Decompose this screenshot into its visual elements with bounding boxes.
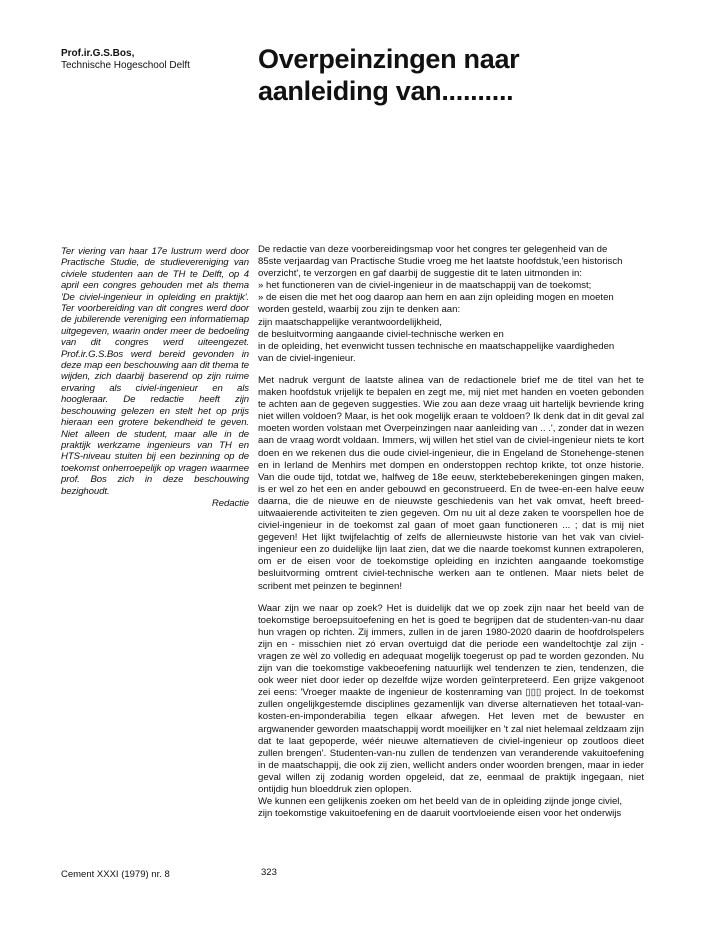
p1-line: in de opleiding, het evenwicht tussen technische en maatschappelijke vaardigheden bbox=[258, 340, 615, 352]
author-institution: Technische Hogeschool Delft bbox=[61, 60, 190, 71]
p1-line: de besluitvorming aangaande civiel-technische werken en bbox=[258, 328, 504, 340]
p1-line: worden gesteld, waarbij zou zijn te denken aan: bbox=[258, 304, 461, 316]
p1-line: » de eisen die met het oog daarop aan hem en aan zijn opleiding mogen en moeten bbox=[258, 292, 614, 304]
title-line-1: Overpeinzingen naar bbox=[258, 44, 520, 74]
paragraph-2: Met nadruk vergunt de laatste alinea van de redactionele brief me de titel van het te maken hoofdstuk vrijelijk te bepalen en zegt me, mij niet met handen en voeten gebonden te achten aan de gegeven suggesties. Wie zou aan deze vraag uit hartelijk bevriende kring niet willen voldoen? Maar, is het ook mogelijk eraan te voldoen? Ik denk dat in dit geval zal moeten worden volstaan met Overpeinzingen naar aanleiding van .. .', zonder dat in wezen aan de vraag wordt voldaan. Immers, wij willen het stiel van de civiel-ingenieur niets te kort doen en we rekenen dus die oude civiel-ingenieur, die in Engeland de Stonehenge-stenen en in Ierland de Menhirs met dompen en onderstoppen rechtop krikte, tot onze historie. Van die oude tijd, totdat we, halfweg de 18e eeuw, sterktebeberekeningen gingen maken, is er wel zo het een en ander gebouwd en geconstrueerd. En de twee-en-een halve eeuw daarna, die de nieuwe en de nieuwste geschiedenis van het vak omvat, heeft breed-uitwaaierende activiteiten te zien gegeven. Om nu uit al deze zaken te voorspellen hoe de civiel-ingenieur in de toekomst zal gaan of moet gaan functioneren ... ; dat is mij niet gegeven! Het lijkt twijfelachtig of zelfs de allernieuwste historie van het vak van civiel-ingenieur een zo duidelijke lijn laat zien, dat we die naarde toekomst kunnen extrapoleren, om er de eisen voor de toekomstige opleiding en inzichten aangaande toekomstige besluitvorming omtrent civiel-technische werken aan te ontlenen. Maar niets belet de scribent met peinzen te beginnen! bbox=[258, 374, 644, 592]
author-name: Prof.ir.G.S.Bos, bbox=[61, 48, 135, 59]
editorial-intro bbox=[61, 246, 249, 509]
intro-text: Ter viering van haar 17e lustrum werd door Practische Studie, de studievereniging van civiele studenten aan de TH te Delft, op 4 april een congres gehouden met als thema 'De civiel-ingenieur in opleiding en praktijk'. Ter voorbereiding van dit congres werd door de jubilerende vereniging een informatiemap uitgegeven, waarin onder meer de bedoeling van dit congres werd uiteengezet. Prof.ir.G.S.Bos werd bereid gevonden in deze map een beschouwing aan dit thema te wijden, zich daarbij baserend op zijn ruime ervaring als civiel-ingenieur en als hoogleraar. De redactie heeft zijn beschouwing gelezen en stelt het op prijs hieraan een grotere bekendheid te geven. Niet alleen de student, maar alle in de praktijk werkzame ingenieurs van TH en HTS-niveau stuiten bij een bezinning op de toekomst onherroepelijk op vragen waarmee prof. Bos zich in deze beschouwing bezighoudt. bbox=[61, 246, 249, 497]
title-line-2: aanleiding van.......... bbox=[258, 76, 514, 106]
page-number: 323 bbox=[261, 867, 277, 878]
intro-signature: Redactie bbox=[211, 497, 249, 509]
p4-line: We kunnen een gelijkenis zoeken om het beeld van de in opleiding zijnde jonge civiel, bbox=[258, 796, 623, 808]
paragraph-1 bbox=[258, 244, 644, 365]
p1-line: van de civiel-ingenieur. bbox=[258, 352, 356, 364]
p1-line: zijn maatschappelijke verantwoordelijkheid, bbox=[258, 316, 442, 328]
p1-line: 85ste verjaardag van Practische Studie vroeg me het laatste hoofdstuk,'een historisch bbox=[258, 256, 623, 268]
article-body bbox=[258, 244, 644, 820]
p1-line: De redactie van deze voorbereidingsmap voor het congres ter gelegenheid van de bbox=[258, 244, 608, 255]
p4-line: zijn toekomstige vakuitoefening en de daaruit voortvloeiende eisen voor het onderwijs bbox=[258, 808, 622, 820]
paragraph-3: Waar zijn we naar op zoek? Het is duidelijk dat we op zoek zijn naar het beeld van de toekomstige beroepsuitoefening en het is goed te begrijpen dat de studenten-van-nu daar hun vragen op richten. Zij immers, zullen in de jaren 1980-2020 daarin de hoofdrolspelers zijn en - misschien niet zó ervan overtuigd dat die periode een wandeltochtje zal zijn - vragen ze wèl zo volledig en adequaat mogelijk toegerust op pad te worden gezonden. Nu zijn van die toekomstige vakbeoefening natuurlijk wel tendenzen te zien, tendenzen, die ook weer niet door ieder op dezelfde wijze worden geïnterpreteerd. Een grijze vakgenoot zei eens: 'Vroeger maakte de ingenieur de kostenraming van ▯▯▯ project. In de toekomst zullen ongelijkgestemde disciplines gezamenlijk van diverse alternatieven het totaal-van-kosten-en-imponderabilia tegen elkaar afwegen. Het leven met de bewuster en argwanender geworden maatschappij wordt moeilijker en 't zal niet helemaal zeldzaam zijn dat te laat gepoperde, wéér nieuwe alternatieven de civiel-ingenieur op zoutloos dieet zullen brengen'. Studenten-van-nu zullen de tendenzen van veranderende vakuitoefening in de maatschappij, die ook zij zien, wellicht anders onder woorden brengen, maar in ieder geval willen zij zodanig worden opgeleid, dat ze, eenmaal de praktijk ingegaan, niet ontijdig hun bloeddruk zien oplopen. bbox=[258, 602, 644, 796]
p1-line: » het functioneren van de civiel-ingenieur in de maatschappij van de toekomst; bbox=[258, 280, 592, 292]
p1-line: overzicht', te verzorgen en gaf daarbij de suggestie dit te laten uitmonden in: bbox=[258, 268, 582, 280]
article-title bbox=[258, 43, 678, 107]
journal-reference: Cement XXXI (1979) nr. 8 bbox=[61, 869, 170, 880]
author-block bbox=[61, 48, 251, 72]
paragraph-4 bbox=[258, 796, 644, 820]
